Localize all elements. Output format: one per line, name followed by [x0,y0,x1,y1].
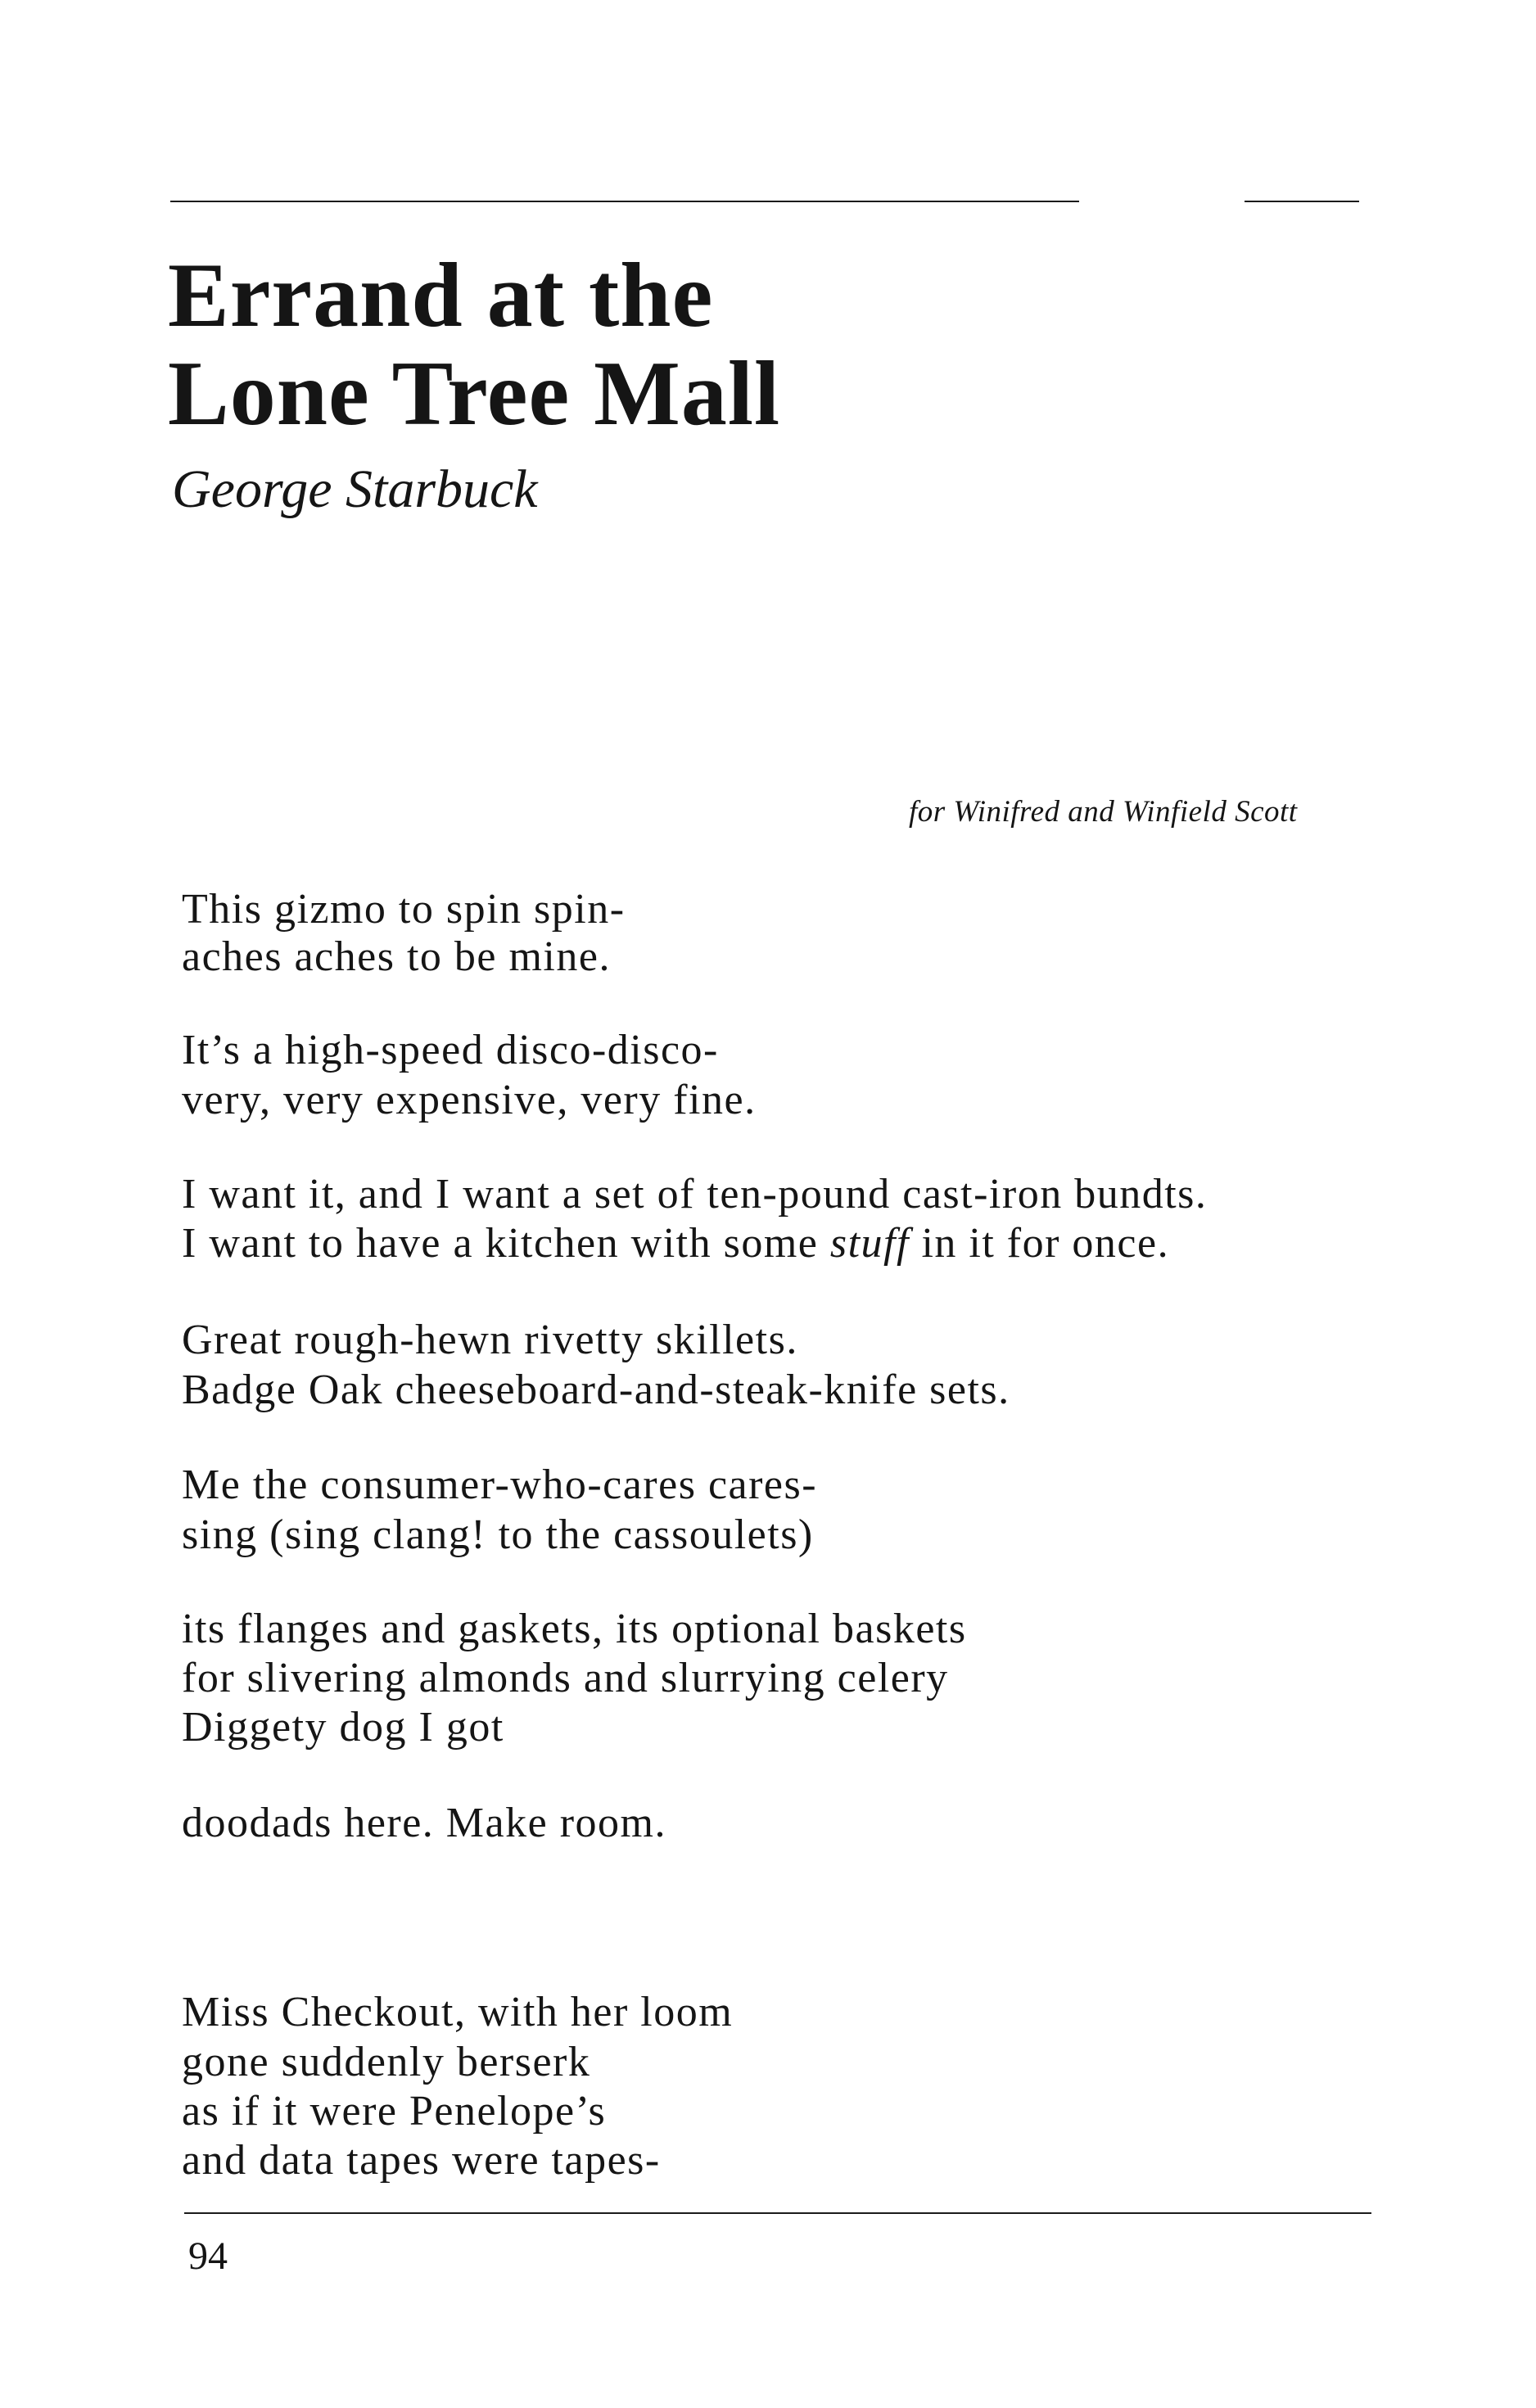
dedication: for Winifred and Winfield Scott [909,795,1298,829]
page-number: 94 [188,2234,228,2278]
poem-title-line-2: Lone Tree Mall [168,343,781,445]
poem-line: doodads here. Make room. [182,1800,666,1846]
poem-line: as if it were Penelope’s [182,2088,607,2135]
poem-line: for slivering almonds and slurrying celery [182,1655,949,1701]
poem-line: aches aches to be mine. [182,933,611,980]
poem-line: It’s a high-speed disco-disco- [182,1027,719,1073]
bottom-rule [184,2212,1371,2214]
poem-line-part: I want to have a kitchen with some [182,1220,819,1267]
poem-line: sing (sing clang! to the cassoulets) [182,1511,814,1558]
poem-line: Miss Checkout, with her loom [182,1989,734,2035]
poem-line: Diggety dog I got [182,1704,504,1751]
poem-line: gone suddenly berserk [182,2039,591,2085]
top-rule [170,201,1079,202]
poem-line: This gizmo to spin spin- [182,886,626,933]
poem-line: Badge Oak cheeseboard-and-steak-knife sets. [182,1367,1010,1413]
poem-line: and data tapes were tapes- [182,2137,661,2184]
poem-line: Great rough-hewn rivetty skillets. [182,1317,798,1363]
poem-title-line-1: Errand at the [168,245,714,346]
poem-line-part: in it for once. [921,1220,1170,1267]
author-name: George Starbuck [172,459,538,519]
poem-line: its flanges and gaskets, its optional baskets [182,1606,967,1652]
poem-line: I want it, and I want a set of ten-pound cast-iron bundts. [182,1171,1208,1218]
poem-line: very, very expensive, very fine. [182,1077,757,1123]
poem-line: Me the consumer-who-cares cares- [182,1462,818,1508]
poem-line [182,1222,1169,1265]
poem-line-emphasis: stuff [829,1220,910,1267]
top-rule-short [1245,201,1359,202]
